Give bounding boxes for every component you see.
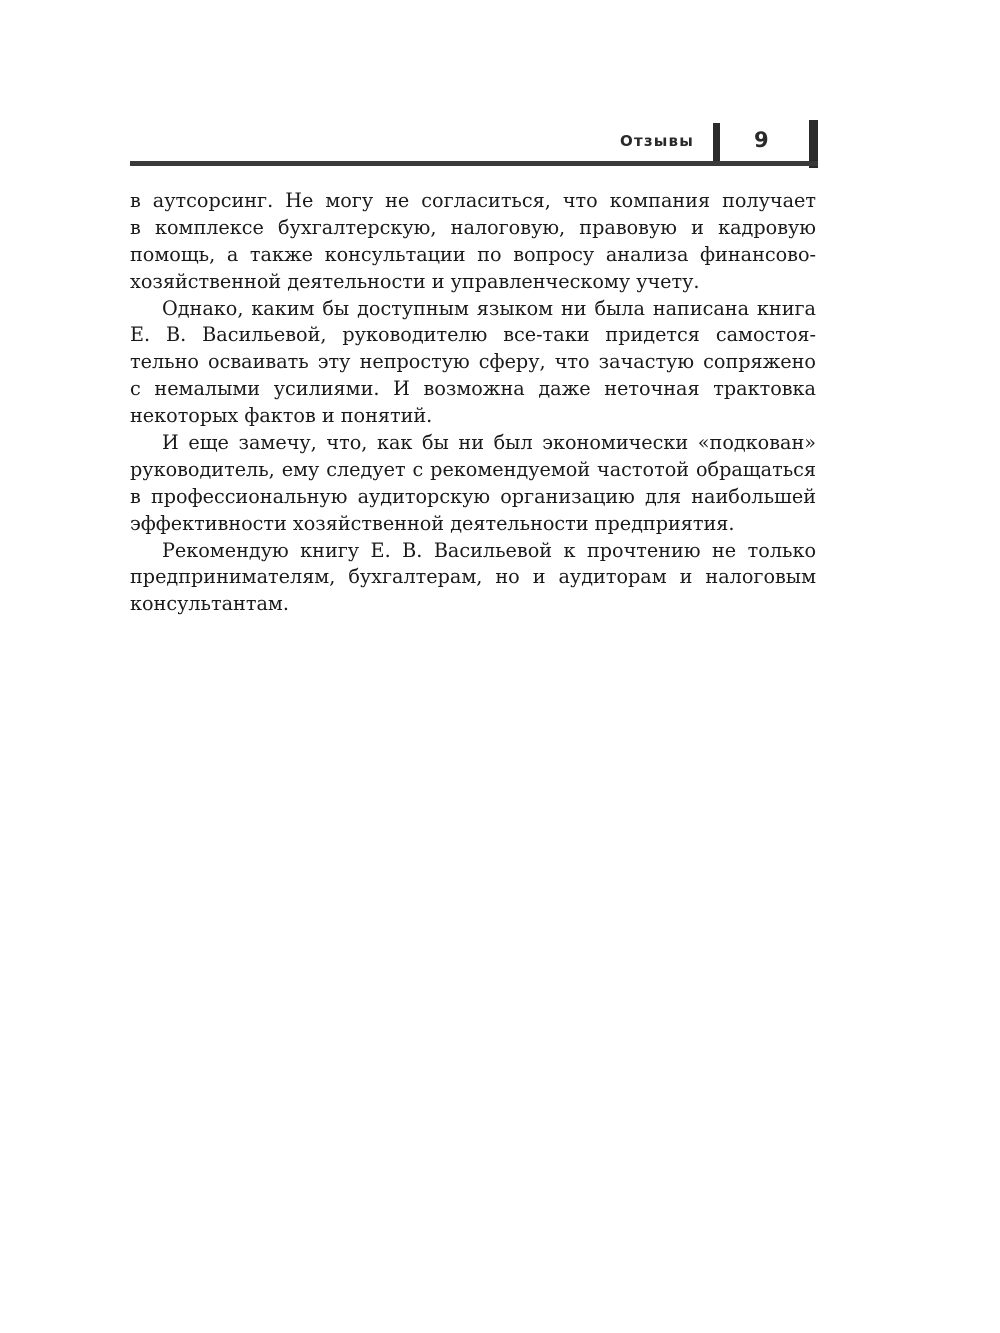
text-line: тельно осваивать эту непростую сферу, что зачастую сопряжено bbox=[130, 350, 816, 374]
paragraph bbox=[130, 430, 816, 538]
text-line: эффективности хозяйственной деятельности предприятия. bbox=[130, 511, 735, 535]
text-line: в комплексе бухгалтерскую, налоговую, правовую и кадровую bbox=[130, 215, 816, 239]
paragraph bbox=[130, 296, 816, 430]
text-line: руководитель, ему следует с рекомендуемой частотой обращаться bbox=[130, 457, 816, 481]
paragraph bbox=[130, 188, 816, 296]
header-divider-bar bbox=[713, 123, 720, 165]
text-line: предпринимателям, бухгалтерам, но и аудиторам и налоговым bbox=[130, 565, 816, 589]
text-line: хозяйственной деятельности и управленческому учету. bbox=[130, 269, 700, 293]
paragraph bbox=[130, 538, 816, 619]
text-line: Е. В. Васильевой, руководителю все-таки придется самостоя- bbox=[130, 323, 816, 347]
text-line: в аутсорсинг. Не могу не согласиться, что компания получает bbox=[130, 189, 816, 212]
body-text bbox=[130, 188, 816, 618]
text-line: в профессиональную аудиторскую организацию для наибольшей bbox=[130, 484, 816, 508]
text-line: помощь, а также консультации по вопросу анализа финансово- bbox=[130, 242, 816, 266]
running-header bbox=[130, 120, 818, 168]
text-line: Рекомендую книгу Е. В. Васильевой к прочтению не только bbox=[162, 538, 816, 562]
header-rule bbox=[130, 161, 818, 166]
text-line: консультантам. bbox=[130, 592, 289, 616]
text-line: с немалыми усилиями. И возможна даже неточная трактовка bbox=[130, 377, 816, 401]
text-line: И еще замечу, что, как бы ни был экономически «подкован» bbox=[162, 431, 816, 455]
page-number: 9 bbox=[754, 128, 769, 152]
section-title: Отзывы bbox=[620, 132, 694, 150]
text-line: некоторых фактов и понятий. bbox=[130, 404, 433, 428]
text-line: Однако, каким бы доступным языком ни была написана книга bbox=[162, 296, 816, 320]
